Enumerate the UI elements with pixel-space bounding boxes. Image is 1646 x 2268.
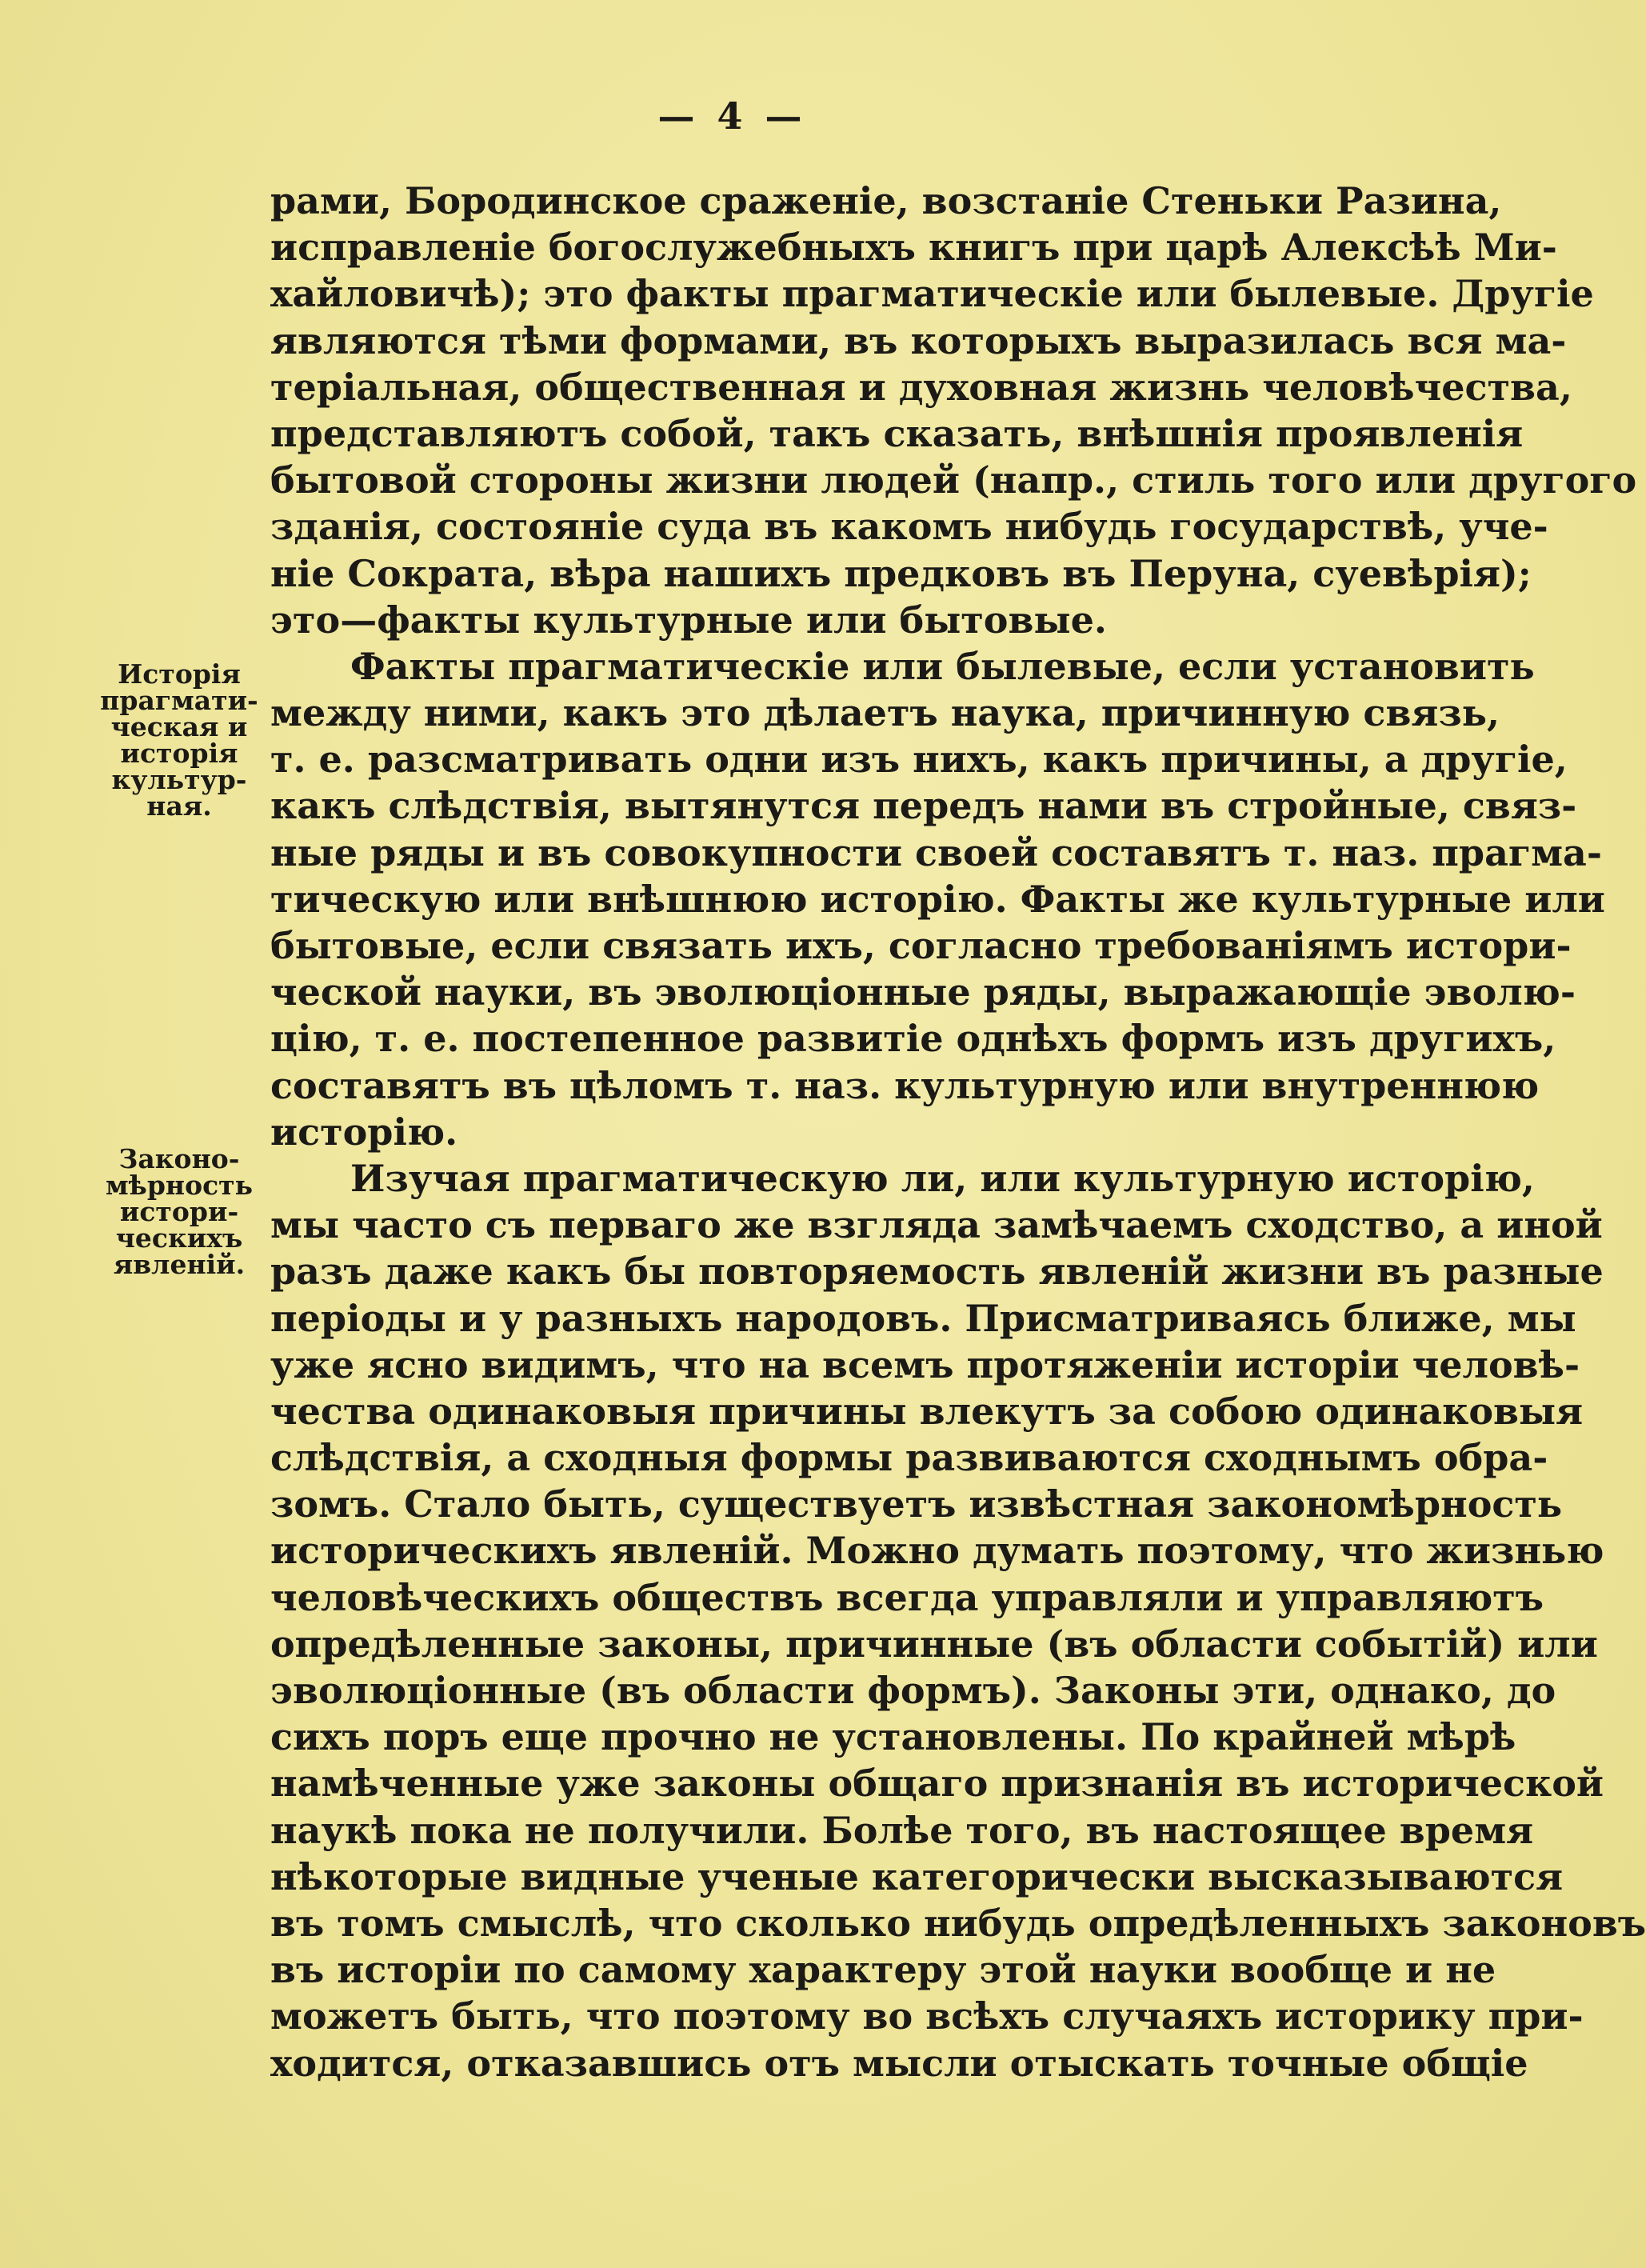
text-line: цію, т. е. постепенное развитіе однѣхъ формъ изъ другихъ, xyxy=(270,1017,1556,1061)
text-line: это—факты культурные или бытовые. xyxy=(270,598,1107,642)
text-line: чества одинаковыя причины влекутъ за собою одинаковыя xyxy=(270,1389,1584,1433)
text-line: зданія, состояніе суда въ какомъ нибудь государствѣ, уче- xyxy=(270,505,1548,549)
text-line: нѣкоторые видные ученые категорически высказываются xyxy=(270,1854,1564,1898)
margin-note-line: прагмати- xyxy=(100,685,258,716)
text-line: ческой науки, въ эволюціонные ряды, выражающіе эволю- xyxy=(270,970,1576,1014)
text-line: въ томъ смыслѣ, что сколько нибудь опредѣленныхъ законовъ xyxy=(270,1901,1646,1945)
paragraph-3 xyxy=(270,1155,1646,2086)
text-line: т. е. разсматривать одни изъ нихъ, какъ причины, а другіе, xyxy=(270,738,1568,782)
margin-note-line: ная. xyxy=(146,790,212,822)
paragraph-1 xyxy=(270,178,1637,643)
page-number: — 4 — xyxy=(657,94,807,138)
text-line: наукѣ пока не получили. Болѣе того, въ настоящее время xyxy=(270,1808,1534,1852)
margin-note-regularity xyxy=(99,1143,259,1280)
text-line: эволюціонные (въ области формъ). Законы эти, однако, до xyxy=(270,1669,1556,1712)
text-line: исторію. xyxy=(270,1110,458,1154)
text-line: человѣческихъ обществъ всегда управляли и управляютъ xyxy=(270,1575,1544,1619)
margin-note-line: ческихъ xyxy=(115,1222,243,1254)
margin-note-line: явленій. xyxy=(113,1249,246,1280)
text-line: бытовой стороны жизни людей (напр., стиль того или другого xyxy=(270,458,1637,502)
text-line: исправленіе богослужебныхъ книгъ при царѣ Алексѣѣ Ми- xyxy=(270,226,1557,270)
text-line: рами, Бородинское сраженіе, возстаніе Стеньки Разина, xyxy=(270,179,1502,222)
text-line: Факты прагматическіе или былевые, если установить xyxy=(350,644,1535,688)
text-line: зомъ. Стало быть, существуетъ извѣстная закономѣрность xyxy=(270,1482,1563,1526)
text-line: хайловичѣ); это факты прагматическіе или былевые. Другіе xyxy=(270,272,1594,316)
text-line: историческихъ явленій. Можно думать поэтому, что жизнью xyxy=(270,1529,1604,1573)
text-line: слѣдствія, а сходныя формы развиваются сходнымъ обра- xyxy=(270,1436,1548,1480)
text-line: какъ слѣдствія, вытянутся передъ нами въ стройные, связ- xyxy=(270,784,1577,828)
text-line: періоды и у разныхъ народовъ. Присматриваясь ближе, мы xyxy=(270,1296,1576,1340)
text-line: мы часто съ перваго же взгляда замѣчаемъ сходство, а иной xyxy=(270,1203,1603,1247)
text-line: являются тѣми формами, въ которыхъ выразилась вся ма- xyxy=(270,318,1567,362)
text-line: ные ряды и въ совокупности своей составятъ т. наз. прагма- xyxy=(270,830,1602,874)
text-line: ніе Сократа, вѣра нашихъ предковъ въ Перуна, суевѣрія); xyxy=(270,551,1532,595)
text-line: разъ даже какъ бы повторяемость явленій жизни въ разные xyxy=(270,1250,1604,1294)
margin-note-line: Законо- xyxy=(118,1143,240,1174)
margin-note-line: ческая и xyxy=(110,711,248,742)
text-line: Изучая прагматическую ли, или культурную исторію, xyxy=(350,1156,1535,1200)
margin-note-line: культур- xyxy=(111,764,247,795)
text-line: въ исторіи по самому характеру этой науки вообще и не xyxy=(270,1948,1496,1992)
text-line: между ними, какъ это дѣлаетъ наука, причинную связь, xyxy=(270,691,1500,735)
text-line: представляютъ собой, такъ сказать, внѣшнія проявленія xyxy=(270,411,1524,455)
paragraph-2 xyxy=(270,643,1605,1155)
text-line: намѣченные уже законы общаго признанія въ исторической xyxy=(270,1762,1604,1806)
text-line: можетъ быть, что поэтому во всѣхъ случаяхъ историку при- xyxy=(270,1994,1584,2038)
text-line: тическую или внѣшнюю исторію. Факты же культурные или xyxy=(270,877,1605,921)
margin-note-history-types xyxy=(99,658,259,822)
margin-note-line: Исторія xyxy=(118,658,241,690)
text-line: бытовые, если связать ихъ, согласно требованіямъ истори- xyxy=(270,924,1572,967)
margin-note-line: исторія xyxy=(120,738,238,769)
text-line: теріальная, общественная и духовная жизнь человѣчества, xyxy=(270,365,1572,409)
text-line: составятъ въ цѣломъ т. наз. культурную или внутреннюю xyxy=(270,1063,1540,1107)
body-text xyxy=(270,178,1646,2086)
text-line: опредѣленные законы, причинные (въ области событій) или xyxy=(270,1622,1598,1666)
text-line: ходится, отказавшись отъ мысли отыскать точные общіе xyxy=(270,2041,1528,2085)
text-line: уже ясно видимъ, что на всемъ протяженіи исторіи человѣ- xyxy=(270,1342,1580,1386)
text-line: сихъ поръ еще прочно не установлены. По крайней мѣрѣ xyxy=(270,1715,1516,1759)
margin-note-line: мѣрность xyxy=(105,1170,254,1201)
margin-note-line: истори- xyxy=(119,1196,239,1227)
